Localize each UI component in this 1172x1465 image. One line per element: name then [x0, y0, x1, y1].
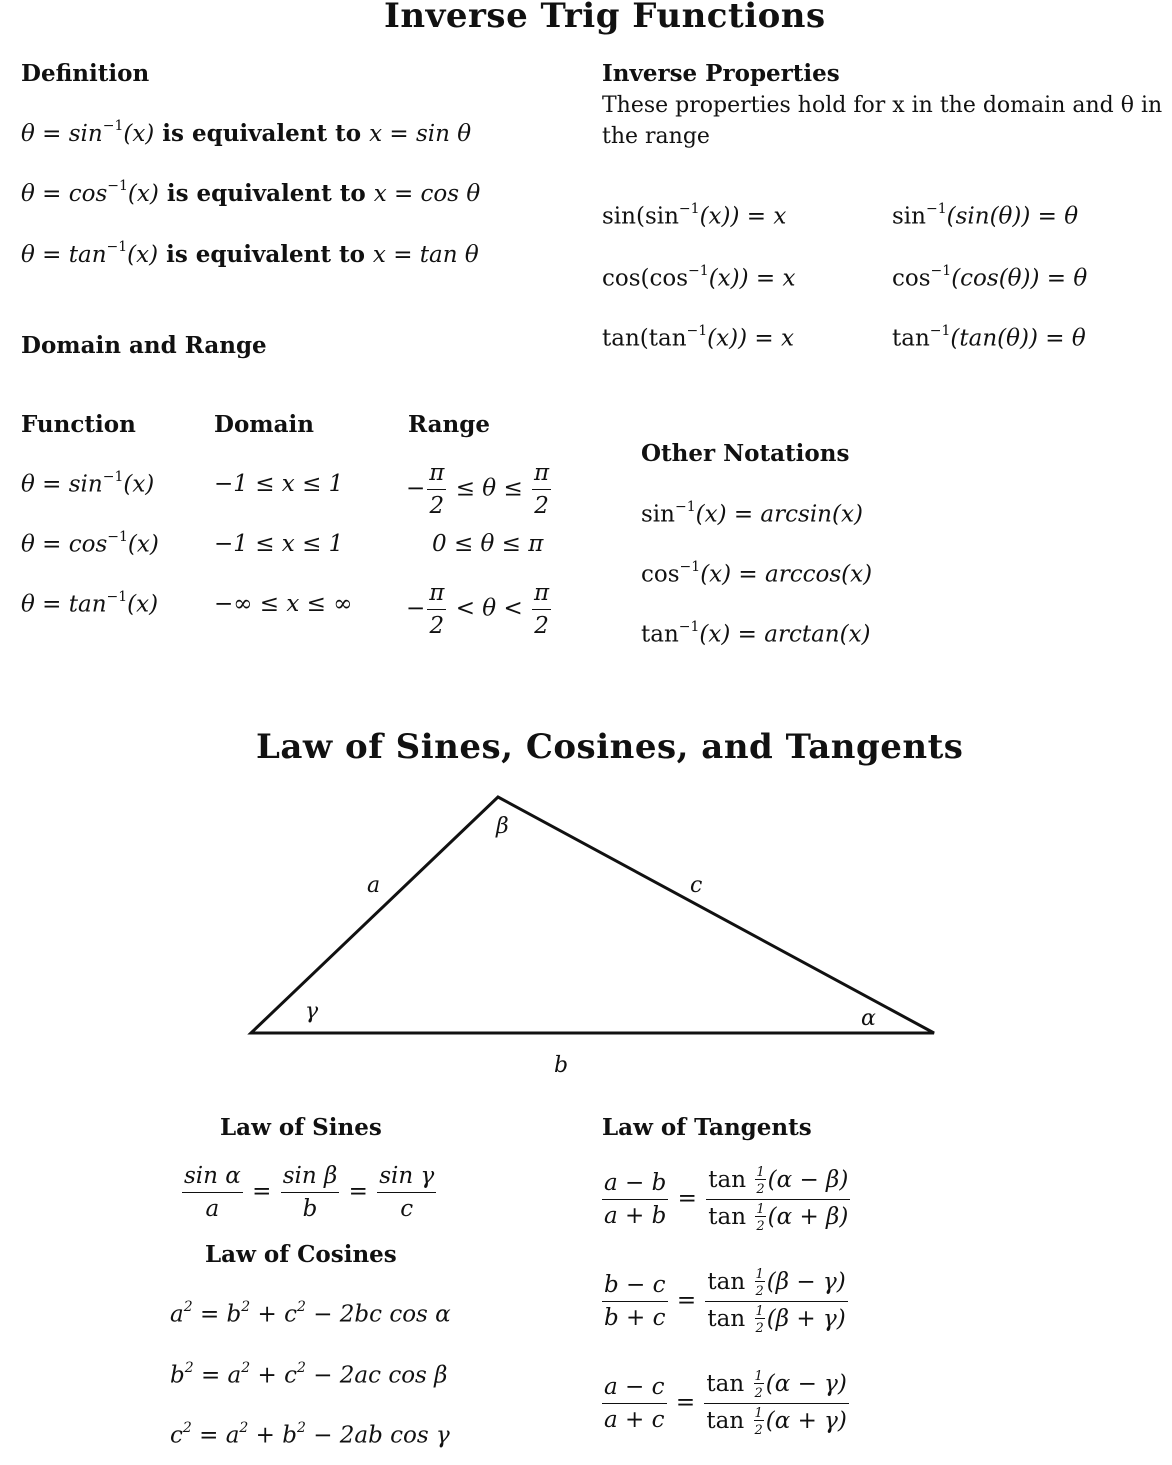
definition-heading: Definition — [21, 60, 150, 87]
property-row: $\sin(\sin^{-1}(x)) = x$ — [602, 201, 787, 230]
property-row: $\cos^{-1}(\cos(\theta)) = \theta$ — [892, 263, 1088, 292]
table-row-domain: −1 ≤ x ≤ 1 — [214, 531, 344, 557]
notation-row: $\cos^{-1}(x) = \arccos(x)$ — [641, 559, 873, 588]
table-row-range: 0 ≤ θ ≤ π — [432, 531, 544, 557]
triangle-shape — [251, 797, 934, 1033]
cosine-formula: $a^2 = b^2 + c^2 - 2bc$ cos α — [170, 1299, 451, 1328]
law-of-sines-formula: $\frac{\text{sin α}}{a}$ = $\frac{\text{sin β}}{b}$ = $\frac{\text{sin γ}}{c}$ — [184, 1163, 435, 1222]
law-of-sines-heading: Law of Sines — [220, 1114, 382, 1141]
laws-title: Law of Sines, Cosines, and Tangents — [256, 727, 964, 767]
property-row: $\tan(\tan^{-1}(x)) = x$ — [602, 323, 794, 352]
column-header-function: Function — [21, 411, 136, 438]
table-row-range: − $\frac{\pi}{2}$ < θ < $\frac{\pi}{2}$ — [406, 580, 550, 639]
table-row-function: $\theta = \tan^{-1}(x)$ — [21, 589, 159, 618]
table-row-domain: −∞ ≤ x ≤ ∞ — [214, 591, 353, 617]
table-row-function: $\theta = \cos^{-1}(x)$ — [21, 529, 159, 558]
angle-beta-label: β — [496, 814, 509, 839]
property-row: $\tan^{-1}(\tan(\theta)) = \theta$ — [892, 323, 1086, 352]
tangent-formula: $\frac{a - b}{a + b}$ = tan $\frac{1}{2}$ (α − β) tan $\frac{1}{2}$ (α + β) — [604, 1165, 849, 1234]
notation-row: $\tan^{-1}(x) = \arctan(x)$ — [641, 619, 871, 648]
tangent-formula: $\frac{a - c}{a + c}$ = tan $\frac{1}{2}$ (α − γ) tan $\frac{1}{2}$ (α + γ) — [604, 1369, 847, 1438]
notation-row: $\sin^{-1}(x) = \arcsin(x)$ — [641, 499, 863, 528]
side-b-label: b — [554, 1053, 569, 1078]
side-c-label: c — [690, 873, 703, 898]
table-row-range: − $\frac{\pi}{2}$ ≤ θ ≤ $\frac{\pi}{2}$ — [406, 460, 550, 519]
table-row-function: $\theta = \sin^{-1}(x)$ — [21, 469, 155, 498]
cosine-formula: $b^2 = a^2 + c^2 - 2ac$ cos β — [170, 1360, 448, 1389]
tangent-formula: $\frac{b - c}{b + c}$ = tan $\frac{1}{2}$ (β − γ) tan $\frac{1}{2}$ (β + γ) — [604, 1267, 846, 1336]
table-row-domain: −1 ≤ x ≤ 1 — [214, 471, 344, 497]
column-header-domain: Domain — [214, 411, 314, 438]
cosine-formula: $c^2 = a^2 + b^2 - 2ab$ cos γ — [170, 1420, 450, 1449]
definition-row: $\theta = \cos^{-1}(x)$ is equivalent to x = cos θ — [21, 178, 481, 207]
triangle-diagram — [0, 780, 1172, 1090]
side-a-label: a — [367, 873, 381, 898]
inverse-properties-heading: Inverse Properties — [602, 60, 840, 87]
law-of-cosines-heading: Law of Cosines — [205, 1241, 397, 1268]
angle-gamma-label: γ — [305, 999, 319, 1024]
domain-range-heading: Domain and Range — [21, 332, 267, 359]
definition-row: $\theta = \sin^{-1}(x)$ is equivalent to x = sin θ — [21, 118, 472, 147]
property-row: $\cos(\cos^{-1}(x)) = x$ — [602, 263, 796, 292]
page-title: Inverse Trig Functions — [384, 0, 826, 36]
other-notations-heading: Other Notations — [641, 440, 850, 467]
law-of-tangents-heading: Law of Tangents — [602, 1114, 812, 1141]
definition-row: $\theta = \tan^{-1}(x)$ is equivalent to x = tan θ — [21, 239, 479, 268]
angle-alpha-label: α — [861, 1006, 876, 1031]
column-header-range: Range — [408, 411, 490, 438]
inverse-properties-description: These properties hold for x in the domain and θ in the range — [602, 93, 1163, 149]
property-row: $\sin^{-1}(\sin(\theta)) = \theta$ — [892, 201, 1079, 230]
